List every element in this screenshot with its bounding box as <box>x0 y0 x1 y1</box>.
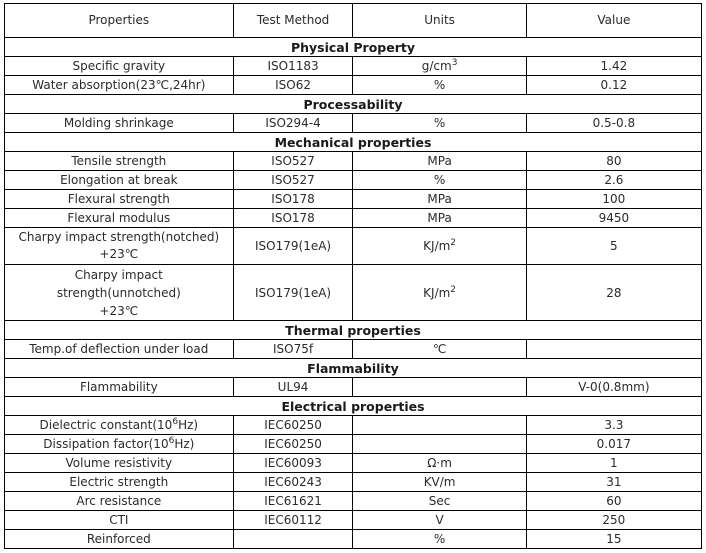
property-cell: Flexural strength <box>5 190 234 209</box>
unit-text: g/cm <box>421 58 452 73</box>
property-line: Charpy impact strength(notched) <box>18 230 220 244</box>
value-cell: 28 <box>526 265 701 321</box>
value-cell: 1 <box>526 454 701 473</box>
unit-cell: % <box>353 114 526 133</box>
property-cell: Elongation at break <box>5 171 234 190</box>
value-cell <box>526 340 701 359</box>
table-row <box>5 473 702 492</box>
method-cell: ISO178 <box>233 209 353 228</box>
property-cell: Volume resistivity <box>5 454 234 473</box>
property-cell: Tensile strength <box>5 152 234 171</box>
method-cell: ISO178 <box>233 190 353 209</box>
properties-table <box>4 3 702 549</box>
unit-cell: ℃ <box>353 340 526 359</box>
property-superscript: 6 <box>172 416 179 427</box>
method-cell: UL94 <box>233 378 353 397</box>
unit-cell <box>353 57 526 76</box>
property-cell: Reinforced <box>5 530 234 549</box>
unit-superscript: 3 <box>451 57 458 68</box>
section-title: Thermal properties <box>5 321 702 340</box>
table-row <box>5 378 702 397</box>
unit-cell <box>353 228 526 265</box>
property-text-suffix: Hz) <box>178 417 199 432</box>
section-title: Processability <box>5 95 702 114</box>
unit-cell <box>353 378 526 397</box>
method-cell: ISO179(1eA) <box>233 265 353 321</box>
property-text: Dielectric constant(10 <box>39 417 173 432</box>
value-cell: 60 <box>526 492 701 511</box>
property-cell: Electric strength <box>5 473 234 492</box>
table-row <box>5 340 702 359</box>
value-cell: 100 <box>526 190 701 209</box>
unit-cell: Ω·m <box>353 454 526 473</box>
section-flammability <box>5 359 702 378</box>
value-cell: 0.017 <box>526 435 701 454</box>
method-cell: IEC60250 <box>233 416 353 435</box>
property-cell <box>5 416 234 435</box>
table-row <box>5 435 702 454</box>
table-header-row <box>5 4 702 38</box>
property-cell: Flexural modulus <box>5 209 234 228</box>
value-cell: 9450 <box>526 209 701 228</box>
property-cell: Specific gravity <box>5 57 234 76</box>
unit-cell: MPa <box>353 209 526 228</box>
method-cell: ISO527 <box>233 171 353 190</box>
property-text: Dissipation factor(10 <box>43 436 169 451</box>
table-row <box>5 190 702 209</box>
property-line: Charpy impact <box>74 267 163 282</box>
method-cell: IEC60093 <box>233 454 353 473</box>
section-processability <box>5 95 702 114</box>
table-row <box>5 152 702 171</box>
unit-cell: % <box>353 76 526 95</box>
value-cell: 3.3 <box>526 416 701 435</box>
table-row <box>5 171 702 190</box>
value-cell: 1.42 <box>526 57 701 76</box>
header-value: Value <box>526 4 701 38</box>
unit-text: KJ/m <box>423 238 451 253</box>
property-cell: Molding shrinkage <box>5 114 234 133</box>
value-cell: V-0(0.8mm) <box>526 378 701 397</box>
method-cell: ISO179(1eA) <box>233 228 353 265</box>
table-row <box>5 114 702 133</box>
unit-cell: V <box>353 511 526 530</box>
unit-cell: % <box>353 171 526 190</box>
table-row <box>5 76 702 95</box>
unit-cell <box>353 435 526 454</box>
value-cell: 0.12 <box>526 76 701 95</box>
unit-cell <box>353 416 526 435</box>
section-title: Mechanical properties <box>5 133 702 152</box>
property-cell <box>5 228 234 265</box>
property-text-suffix: Hz) <box>174 436 195 451</box>
method-cell <box>233 530 353 549</box>
header-units: Units <box>353 4 526 38</box>
section-title: Physical Property <box>5 38 702 57</box>
section-title: Flammability <box>5 359 702 378</box>
unit-cell <box>353 265 526 321</box>
property-line: +23℃ <box>99 247 139 261</box>
unit-superscript: 2 <box>450 284 457 295</box>
property-cell: CTI <box>5 511 234 530</box>
section-mechanical-properties <box>5 133 702 152</box>
unit-superscript: 2 <box>450 237 457 248</box>
table-row <box>5 492 702 511</box>
unit-cell: MPa <box>353 152 526 171</box>
method-cell: ISO62 <box>233 76 353 95</box>
value-cell: 2.6 <box>526 171 701 190</box>
method-cell: IEC60112 <box>233 511 353 530</box>
property-cell <box>5 265 234 321</box>
table-row <box>5 265 702 321</box>
value-cell: 250 <box>526 511 701 530</box>
table-row <box>5 454 702 473</box>
section-title: Electrical properties <box>5 397 702 416</box>
value-cell: 0.5-0.8 <box>526 114 701 133</box>
method-cell: IEC60250 <box>233 435 353 454</box>
table-row <box>5 530 702 549</box>
section-electrical-properties <box>5 397 702 416</box>
unit-cell: % <box>353 530 526 549</box>
unit-cell: MPa <box>353 190 526 209</box>
table-row <box>5 228 702 265</box>
value-cell: 80 <box>526 152 701 171</box>
property-cell: Arc resistance <box>5 492 234 511</box>
table-row <box>5 57 702 76</box>
table-row <box>5 209 702 228</box>
method-cell: IEC61621 <box>233 492 353 511</box>
section-thermal-properties <box>5 321 702 340</box>
method-cell: ISO527 <box>233 152 353 171</box>
method-cell: IEC60243 <box>233 473 353 492</box>
property-cell <box>5 435 234 454</box>
value-cell: 15 <box>526 530 701 549</box>
unit-cell: Sec <box>353 492 526 511</box>
table-row <box>5 416 702 435</box>
section-physical-property <box>5 38 702 57</box>
value-cell: 31 <box>526 473 701 492</box>
method-cell: ISO75f <box>233 340 353 359</box>
table-row <box>5 511 702 530</box>
header-properties: Properties <box>5 4 234 38</box>
property-line: strength(unnotched) <box>56 285 181 300</box>
unit-text: KJ/m <box>423 285 451 300</box>
header-test-method: Test Method <box>233 4 353 38</box>
method-cell: ISO294-4 <box>233 114 353 133</box>
unit-cell: KV/m <box>353 473 526 492</box>
property-line: +23℃ <box>99 303 139 318</box>
property-cell: Temp.of deflection under load <box>5 340 234 359</box>
property-cell: Water absorption(23℃,24hr) <box>5 76 234 95</box>
method-cell: ISO1183 <box>233 57 353 76</box>
property-superscript: 6 <box>168 435 175 446</box>
value-cell: 5 <box>526 228 701 265</box>
property-cell: Flammability <box>5 378 234 397</box>
